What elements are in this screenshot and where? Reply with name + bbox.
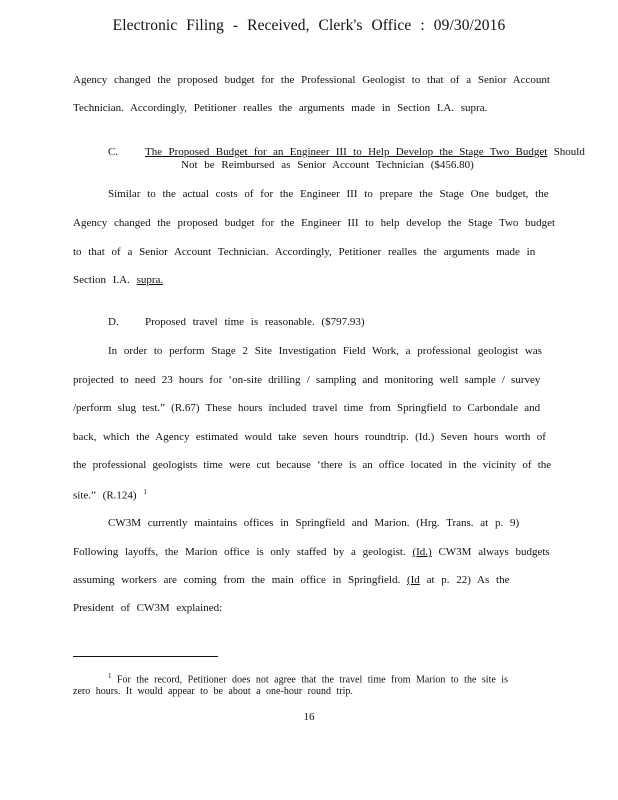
body-line: to that of a Senior Account Technician. Accordingly, Petitioner realles the arguments made in (73, 246, 536, 258)
section-c-heading-should: Should (553, 146, 585, 158)
body-text: site.” (R.124) (73, 489, 137, 502)
footnote-divider (73, 656, 218, 657)
footnote-line (108, 672, 508, 685)
body-line: CW3M currently maintains offices in Springfield and Marion. (Hrg. Trans. at p. 9) (108, 517, 520, 529)
footnote-text: For the record, Petitioner does not agree that the travel time from Marion to the site is (117, 674, 508, 686)
footnote-ref: 1 (143, 488, 147, 496)
section-c-heading-underlined: The Proposed Budget for an Engineer III to Help Develop the Stage Two Budget (145, 146, 548, 158)
body-line: Similar to the actual costs of for the Engineer III to prepare the Stage One budget, the (108, 188, 549, 200)
body-line: In order to perform Stage 2 Site Investigation Field Work, a professional geologist was (108, 345, 543, 357)
supra-citation: supra. (136, 274, 164, 286)
body-line: Agency changed the proposed budget for the Professional Geologist to that of a Senior Account (73, 74, 550, 86)
body-line: projected to need 23 hours for ‘on-site drilling / sampling and monitoring well sample / survey (73, 374, 541, 386)
id-citation: (Id.) (412, 546, 432, 558)
footnote-marker: 1 (108, 672, 112, 680)
body-line: President of CW3M explained: (73, 602, 223, 614)
body-line: back, which the Agency estimated would take seven hours roundtrip. (Id.) Seven hours worth of (73, 431, 546, 443)
body-text: Following layoffs, the Marion office is only staffed by a geologist. (73, 546, 406, 558)
body-text: at p. 22) As the (426, 574, 510, 586)
body-line (73, 574, 509, 586)
page-number: 16 (303, 711, 315, 723)
body-line (73, 546, 550, 558)
body-line: Technician. Accordingly, Petitioner realles the arguments made in Section I.A. supra. (73, 102, 488, 114)
body-line: the professional geologists time were cut because ‘there is an office located in the vicinity of the (73, 459, 552, 471)
body-line: /perform slug test.” (R.67) These hours included travel time from Springfield to Carbondale and (73, 402, 541, 414)
body-text: CW3M always budgets (438, 546, 550, 558)
section-c-heading-line2: Not be Reimbursed as Senior Account Technician ($456.80) (181, 159, 474, 171)
section-d-label: D. (108, 316, 119, 328)
citation-text: Section I.A. (73, 274, 130, 286)
body-text: assuming workers are coming from the main office in Springfield. (73, 574, 401, 586)
body-line (73, 274, 163, 286)
footnote-line: zero hours. It would appear to be about a one-hour round trip. (73, 686, 353, 697)
section-c-label: C. (108, 146, 119, 158)
body-line (73, 488, 147, 502)
section-c-heading (145, 146, 585, 158)
section-d-heading: Proposed travel time is reasonable. ($797.93) (145, 316, 365, 328)
body-line: Agency changed the proposed budget for the Engineer III to help develop the Stage Two budget (73, 217, 556, 229)
id-citation: (Id (406, 574, 420, 586)
filing-stamp-header: Electronic Filing - Received, Clerk's Office : 09/30/2016 (112, 17, 506, 34)
